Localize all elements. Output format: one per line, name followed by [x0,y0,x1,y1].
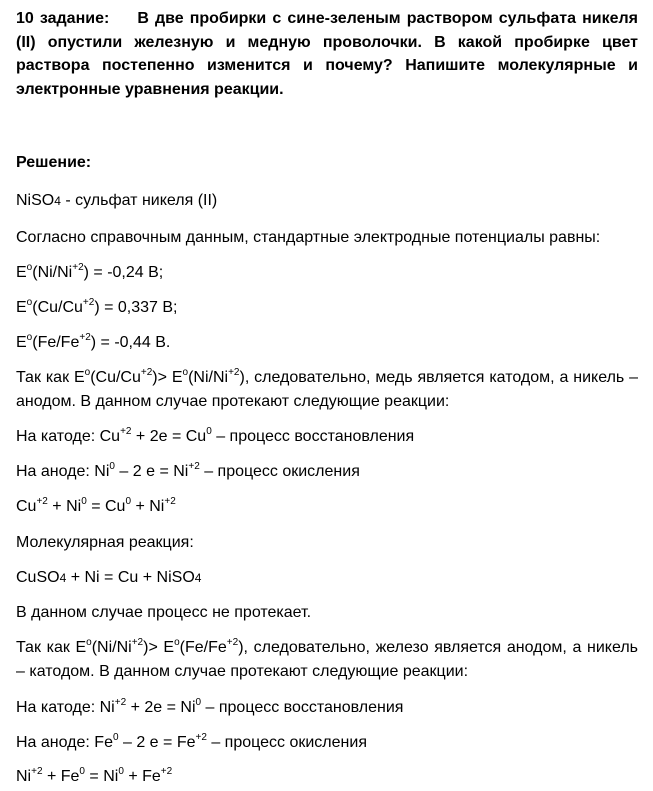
potential-fe [16,333,638,353]
symbol: E [16,264,27,281]
text: На катоде: Ni [16,699,115,716]
compound-line [16,191,638,211]
superscript: +2 [131,636,144,648]
case1-anode [16,462,638,482]
text: + 2е = Cu [131,428,207,445]
case1-conclusion: В данном случае процесс не протекает. [16,604,312,621]
potential-cu [16,298,638,318]
superscript: +2 [188,460,200,472]
text: Так как E [16,369,85,386]
superscript: 0 [206,425,212,437]
text: + Ni = Cu + NiSO [66,569,195,586]
value: ) = 0,337 В; [94,299,178,316]
case1-molecular [16,568,638,588]
superscript: +2 [226,636,239,648]
case1-ionic [16,497,638,517]
couple: (Cu/Cu [32,299,83,316]
superscript: 0 [79,765,85,777]
text: – процесс окисления [199,463,360,480]
superscript: o [26,331,33,343]
subscript: 4 [194,571,202,585]
text: На аноде: Fe [16,734,113,751]
text: (Cu/Cu [90,369,141,386]
superscript: +2 [82,296,95,308]
text: Cu [16,498,37,515]
case2-statement [16,636,638,683]
superscript: o [84,366,91,378]
superscript: o [86,636,92,648]
couple: (Ni/Ni [32,264,73,281]
superscript: +2 [160,765,173,777]
superscript: 0 [125,495,132,507]
superscript: o [26,296,33,308]
formula-text: NiSO [16,192,55,209]
superscript: o [26,261,33,273]
text: – процесс восстановления [201,699,404,716]
text: На катоде: Cu [16,428,121,445]
compound-description: - сульфат никеля (II) [60,192,218,209]
text: Так как E [16,639,87,656]
text: + Ni [131,498,165,515]
superscript: 0 [109,460,115,472]
case2-anode [16,733,638,753]
superscript: +2 [114,696,127,708]
text: = Ni [84,768,119,785]
text: + 2е = Ni [126,699,196,716]
value: ) = -0,44 В. [90,334,171,351]
superscript: +2 [164,495,176,507]
text: – 2 е = Fe [118,734,196,751]
text: – 2 е = Ni [114,463,189,480]
value: ) = -0,24 В; [83,264,164,281]
subscript: 4 [59,571,67,585]
case1-statement [16,366,638,413]
task-label: 10 задание: [16,10,110,27]
superscript: +2 [120,425,132,437]
text: )> E [152,369,183,386]
superscript: 0 [112,731,119,743]
text: – процесс восстановления [211,428,415,445]
superscript: +2 [195,731,207,743]
task-text: В две пробирки с сине-зеленым раствором сульфата никеля (II) опустили железную и медную проволочки. В какой пробирке цвет раствора постепенно изменится и почему? Напишите молекулярные и электронные уравнения реакции. [16,10,638,98]
case1-molecular-label: Молекулярная реакция: [16,534,194,551]
text: – процесс окисления [206,734,367,751]
text: (Ni/Ni [91,639,132,656]
text: CuSO [16,569,60,586]
potential-ni [16,263,638,283]
superscript: +2 [140,366,153,378]
text: + Fe [123,768,161,785]
superscript: 0 [195,696,202,708]
symbol: E [16,299,27,316]
text: Ni [16,768,32,785]
text: )> E [143,639,175,656]
text: (Ni/Ni [188,369,229,386]
superscript: +2 [72,261,84,273]
couple: (Fe/Fe [32,334,80,351]
superscript: o [174,636,180,648]
text: = Cu [86,498,126,515]
formula-subscript: 4 [54,194,61,208]
potentials-intro: Согласно справочным данным, стандартные электродные потенциалы равны: [16,229,601,246]
text: На аноде: Ni [16,463,110,480]
superscript: o [182,366,189,378]
task-statement [16,7,638,101]
superscript: 0 [81,495,87,507]
text: + Fe [42,768,80,785]
superscript: +2 [79,331,91,343]
superscript: +2 [36,495,48,507]
case2-ionic [16,767,638,787]
text: ), следовательно, медь является катодом, а никель – анодом. В данном случае протекают следующие реакции: [16,369,639,410]
text: + Ni [47,498,82,515]
text: (Fe/Fe [179,639,227,656]
symbol: E [16,334,27,351]
superscript: +2 [228,366,240,378]
superscript: 0 [118,765,124,777]
text: ), следовательно, железо является анодом, а никель – катодом. В данном случае протекают следующие реакции: [16,639,638,680]
solution-heading: Решение: [16,154,92,171]
case2-cathode [16,698,638,718]
superscript: +2 [31,765,43,777]
case1-cathode [16,427,638,447]
